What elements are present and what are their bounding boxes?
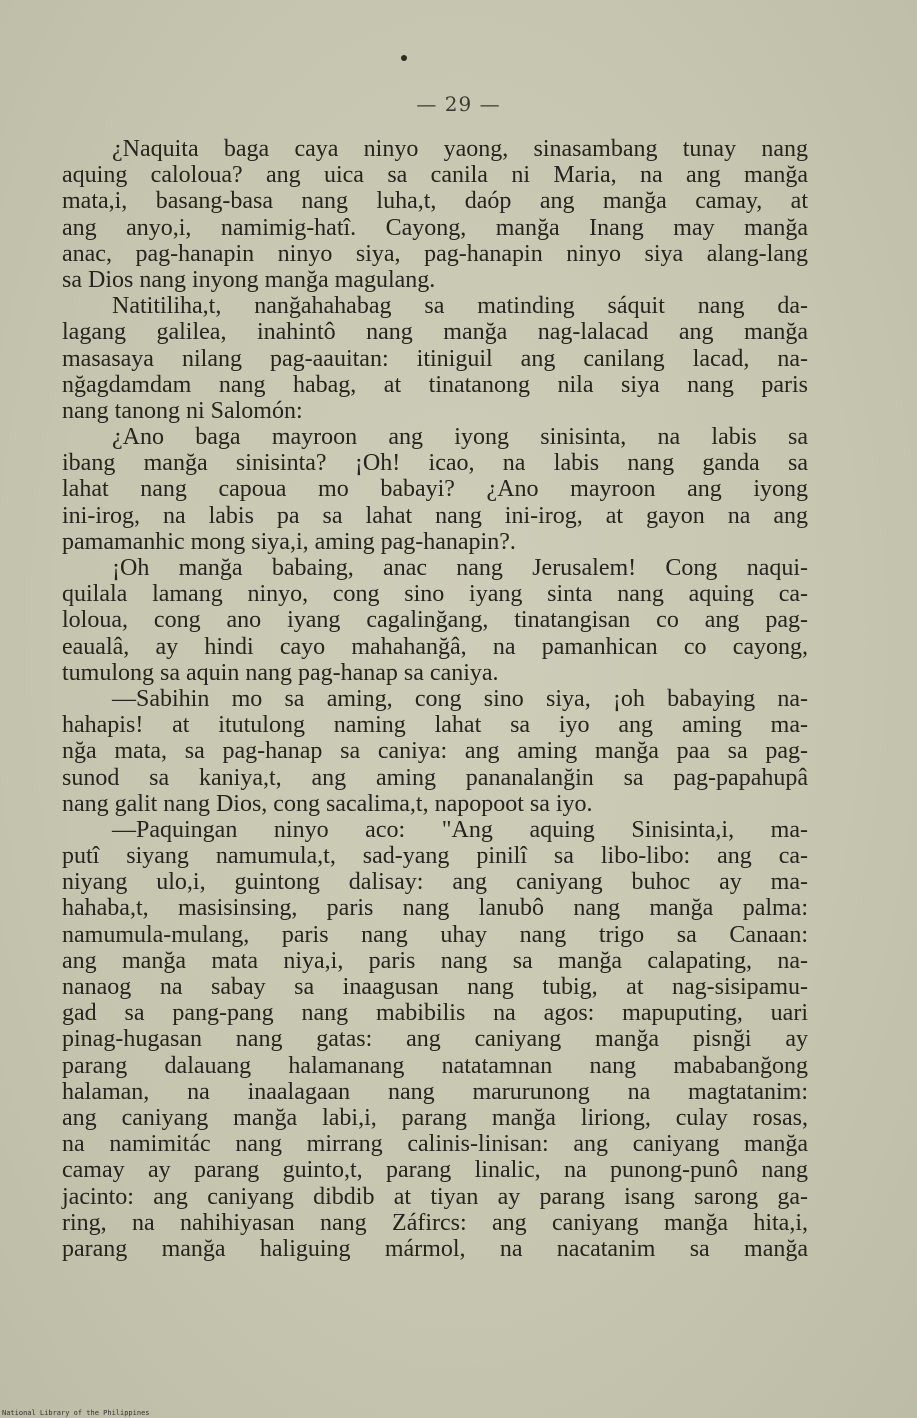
text-line: ¿Naquita baga caya ninyo yaong, sinasambang tunay nang [112,136,808,162]
text-line: sunod sa kaniya,t, ang aming pananalanğin sa pag-papahupâ [62,764,808,791]
text-line: hahapis! at itutulong naming lahat sa iyo ang aming ma- [62,712,808,739]
text-line: gad sa pang-pang nang mabibilis na agos: mapuputing, uari [62,1000,808,1027]
text-line: eaualâ, ay hindi cayo mahahanğâ, na pamanhican co cayong, [62,633,808,660]
text-line: —Sabihin mo sa aming, cong sino siya, ¡oh babaying na- [112,685,808,712]
text-line: nğagdamdam nang habag, at tinatanong nila siya nang paris [62,371,808,398]
text-line: —Paquingan ninyo aco: "Ang aquing Sinisinta,i, ma- [112,816,808,843]
text-line: mata,i, basang-basa nang luha,t, daóp ang manğa camay, at [62,188,808,215]
text-line: quilala lamang ninyo, cong sino iyang sinta nang aquing ca- [62,581,808,608]
ink-dot [401,55,407,61]
text-line: nğa mata, sa pag-hanap sa caniya: ang aming manğa paa sa pag- [62,738,808,765]
text-line: ¡Oh manğa babaing, anac nang Jerusalem! Cong naqui- [112,555,808,581]
text-line: hahaba,t, masisinsing, paris nang lanubô nang manğa palma: [62,895,808,922]
text-line: nang tanong ni Salomón: [62,397,303,424]
text-line: tumulong sa aquin nang pag-hanap sa caniya. [62,659,499,686]
text-line: camay ay parang guinto,t, parang linalic, na punong-punô nang [62,1157,808,1184]
text-line: nang galit nang Dios, cong sacalima,t, napopoot sa iyo. [62,790,593,817]
text-line: na namimitác nang mirrang calinis-linisan: ang caniyang manğa [62,1131,808,1158]
text-line: lahat nang capoua mo babayi? ¿Ano mayroon ang iyong [62,476,808,503]
text-line: putî siyang namumula,t, sad-yang pinilî sa libo-libo: ang ca- [62,843,808,870]
text-line: sa Dios nang inyong manğa magulang. [62,266,436,293]
library-credit: National Library of the Philippines [2,1409,150,1417]
text-line: halaman, na inaalagaan nang marurunong na magtatanim: [62,1078,808,1105]
text-line: loloua, cong ano iyang cagalinğang, tinatangisan co ang pag- [62,607,808,634]
text-line: ¿Ano baga mayroon ang iyong sinisinta, na labis sa [112,424,808,451]
body-text [62,136,808,1262]
text-line: ring, na nahihiyasan nang Záfircs: ang caniyang manğa hita,i, [62,1209,808,1236]
text-line: lagang galilea, inahintô nang manğa nag-lalacad ang manğa [62,319,808,346]
text-line: aquing caloloua? ang uica sa canila ni Maria, na ang manğa [62,162,808,189]
text-line: ibang manğa sinisinta? ¡Oh! icao, na labis nang ganda sa [62,450,808,477]
text-line: pinag-hugasan nang gatas: ang caniyang manğa pisnği ay [62,1026,808,1053]
text-line: Natitiliha,t, nanğahahabag sa matinding sáquit nang da- [112,293,808,320]
text-line: masasaya nilang pag-aauitan: itiniguil ang canilang lacad, na- [62,345,808,372]
text-line: anac, pag-hanapin ninyo siya, pag-hanapin ninyo siya alang-lang [62,240,808,267]
text-line: parang dalauang halamanang natatamnan nang mababanğong [62,1052,808,1079]
text-line: pamamanhic mong siya,i, aming pag-hanapin?. [62,528,516,555]
text-line: jacinto: ang caniyang dibdib at tiyan ay parang isang sarong ga- [62,1183,808,1210]
text-line: ang anyo,i, namimig-hatî. Cayong, manğa Inang may manğa [62,214,808,241]
text-line: parang manğa haliguing mármol, na nacatanim sa manğa [62,1235,808,1262]
page-number: — 29 — [416,92,501,116]
text-line: ang caniyang manğa labi,i, parang manğa liriong, culay rosas, [62,1104,808,1131]
text-line: ang manğa mata niya,i, paris nang sa manğa calapating, na- [62,947,808,974]
text-line: nanaog na sabay sa inaagusan nang tubig, at nag-sisipamu- [62,974,808,1000]
text-line: niyang ulo,i, guintong dalisay: ang caniyang buhoc ay ma- [62,869,808,896]
text-line: ini-irog, na labis pa sa lahat nang ini-irog, at gayon na ang [62,502,808,529]
text-line: namumula-mulang, paris nang uhay nang trigo sa Canaan: [62,921,808,948]
